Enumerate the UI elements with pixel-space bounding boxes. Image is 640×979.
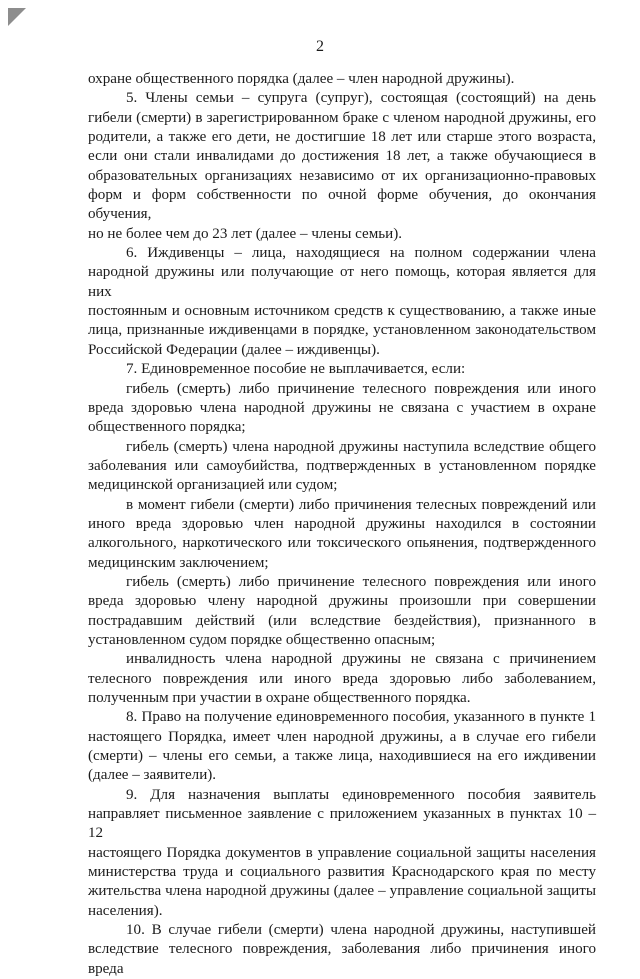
text-line: (далее – заявители). bbox=[88, 767, 217, 784]
text-line: пострадавшим действий (или вследствие бездействия), признанного в bbox=[88, 612, 596, 629]
text-line: образовательных организациях независимо от их организационно-правовых bbox=[88, 167, 596, 184]
page-number: 2 bbox=[316, 38, 324, 55]
text-line: установленном судом порядке общественно опасным; bbox=[88, 631, 436, 648]
text-line: 6. Иждивенцы – лица, находящиеся на полном содержании члена bbox=[126, 245, 596, 262]
text-line: но не более чем до 23 лет (далее – члены семьи). bbox=[88, 225, 403, 242]
text-line: заболевания или самоубийства, подтвержденных в установленном порядке bbox=[88, 457, 596, 474]
text-line: охране общественного порядка (далее – член народной дружины). bbox=[88, 71, 515, 87]
text-line: народной дружины или получающие от него помощь, которая является для них bbox=[88, 264, 596, 300]
text-line: 9. Для назначения выплаты единовременного пособия заявитель bbox=[126, 786, 596, 803]
text-line: полученным при участии в охране общественного порядка. bbox=[88, 690, 471, 706]
text-line: постоянным и основным источником средств к существованию, а также иные bbox=[88, 303, 596, 320]
scan-corner-mark bbox=[8, 8, 26, 26]
text-line: 7. Единовременное пособие не выплачивается, если: bbox=[126, 361, 466, 378]
text-line: настоящего Порядка документов в управление социальной защиты населения bbox=[88, 844, 596, 861]
text-line: направляет письменное заявление с приложением указанных в пунктах 10 – 12 bbox=[88, 806, 596, 842]
text-line: алкогольного, наркотического или токсического опьянения, подтвержденного bbox=[88, 535, 596, 552]
text-line: иного вреда здоровью член народной дружины находился в состоянии bbox=[88, 515, 596, 532]
text-line: в момент гибели (смерти) либо причинения телесных повреждений или bbox=[126, 496, 596, 513]
text-line: гибель (смерть) либо причинение телесного повреждения или иного bbox=[126, 573, 596, 590]
text-line: если они стали инвалидами до достижения 18 лет, а также обучающиеся в bbox=[88, 148, 596, 165]
text-line: инвалидность члена народной дружины не связана с причинением bbox=[126, 651, 596, 668]
text-line: вреда здоровью члену народной дружины произошли при совершении bbox=[88, 593, 596, 610]
document-body bbox=[88, 70, 596, 979]
text-line: гибель (смерть) члена народной дружины наступила вследствие общего bbox=[126, 438, 596, 455]
text-line: родители, а также его дети, не достигшие 18 лет или старше этого возраста, bbox=[88, 129, 596, 146]
text-line: вследствие телесного повреждения, заболевания либо причинения иного вреда bbox=[88, 941, 596, 977]
text-line: министерства труда и социального развития Краснодарского края по месту bbox=[88, 864, 596, 881]
text-line: медицинским заключением; bbox=[88, 554, 269, 571]
text-line: жительства члена народной дружины (далее – управление социальной защиты bbox=[88, 883, 596, 900]
text-line: настоящего Порядка, имеет член народной дружины, а в случае его гибели bbox=[88, 728, 596, 745]
text-line: 8. Право на получение единовременного пособия, указанного в пункте 1 bbox=[126, 709, 596, 726]
text-line: гибель (смерть) либо причинение телесного повреждения или иного bbox=[126, 380, 596, 397]
text-line: Российской Федерации (далее – иждивенцы). bbox=[88, 341, 380, 358]
text-line: (смерти) – члены его семьи, а также лица, находившиеся на его иждивении bbox=[88, 748, 596, 765]
text-line: населения). bbox=[88, 902, 163, 919]
text-line: гибели (смерти) в зарегистрированном браке с членом народной дружины, его bbox=[88, 109, 596, 126]
text-line: форм и форм собственности по очной форме обучения, до окончания обучения, bbox=[88, 187, 596, 223]
text-line: 5. Члены семьи – супруга (супруг), состоящая (состоящий) на день bbox=[126, 90, 596, 107]
text-line: лица, признанные иждивенцами в порядке, установленном законодательством bbox=[88, 322, 596, 339]
text-line: телесного повреждения или иного вреда здоровью либо заболеванием, bbox=[88, 670, 596, 687]
text-line: вреда здоровью члена народной дружины не связана с участием в охране bbox=[88, 399, 596, 416]
text-line: медицинской организацией или судом; bbox=[88, 477, 338, 494]
text-line: 10. В случае гибели (смерти) члена народной дружины, наступившей bbox=[126, 922, 596, 939]
text-line: общественного порядка; bbox=[88, 419, 246, 436]
